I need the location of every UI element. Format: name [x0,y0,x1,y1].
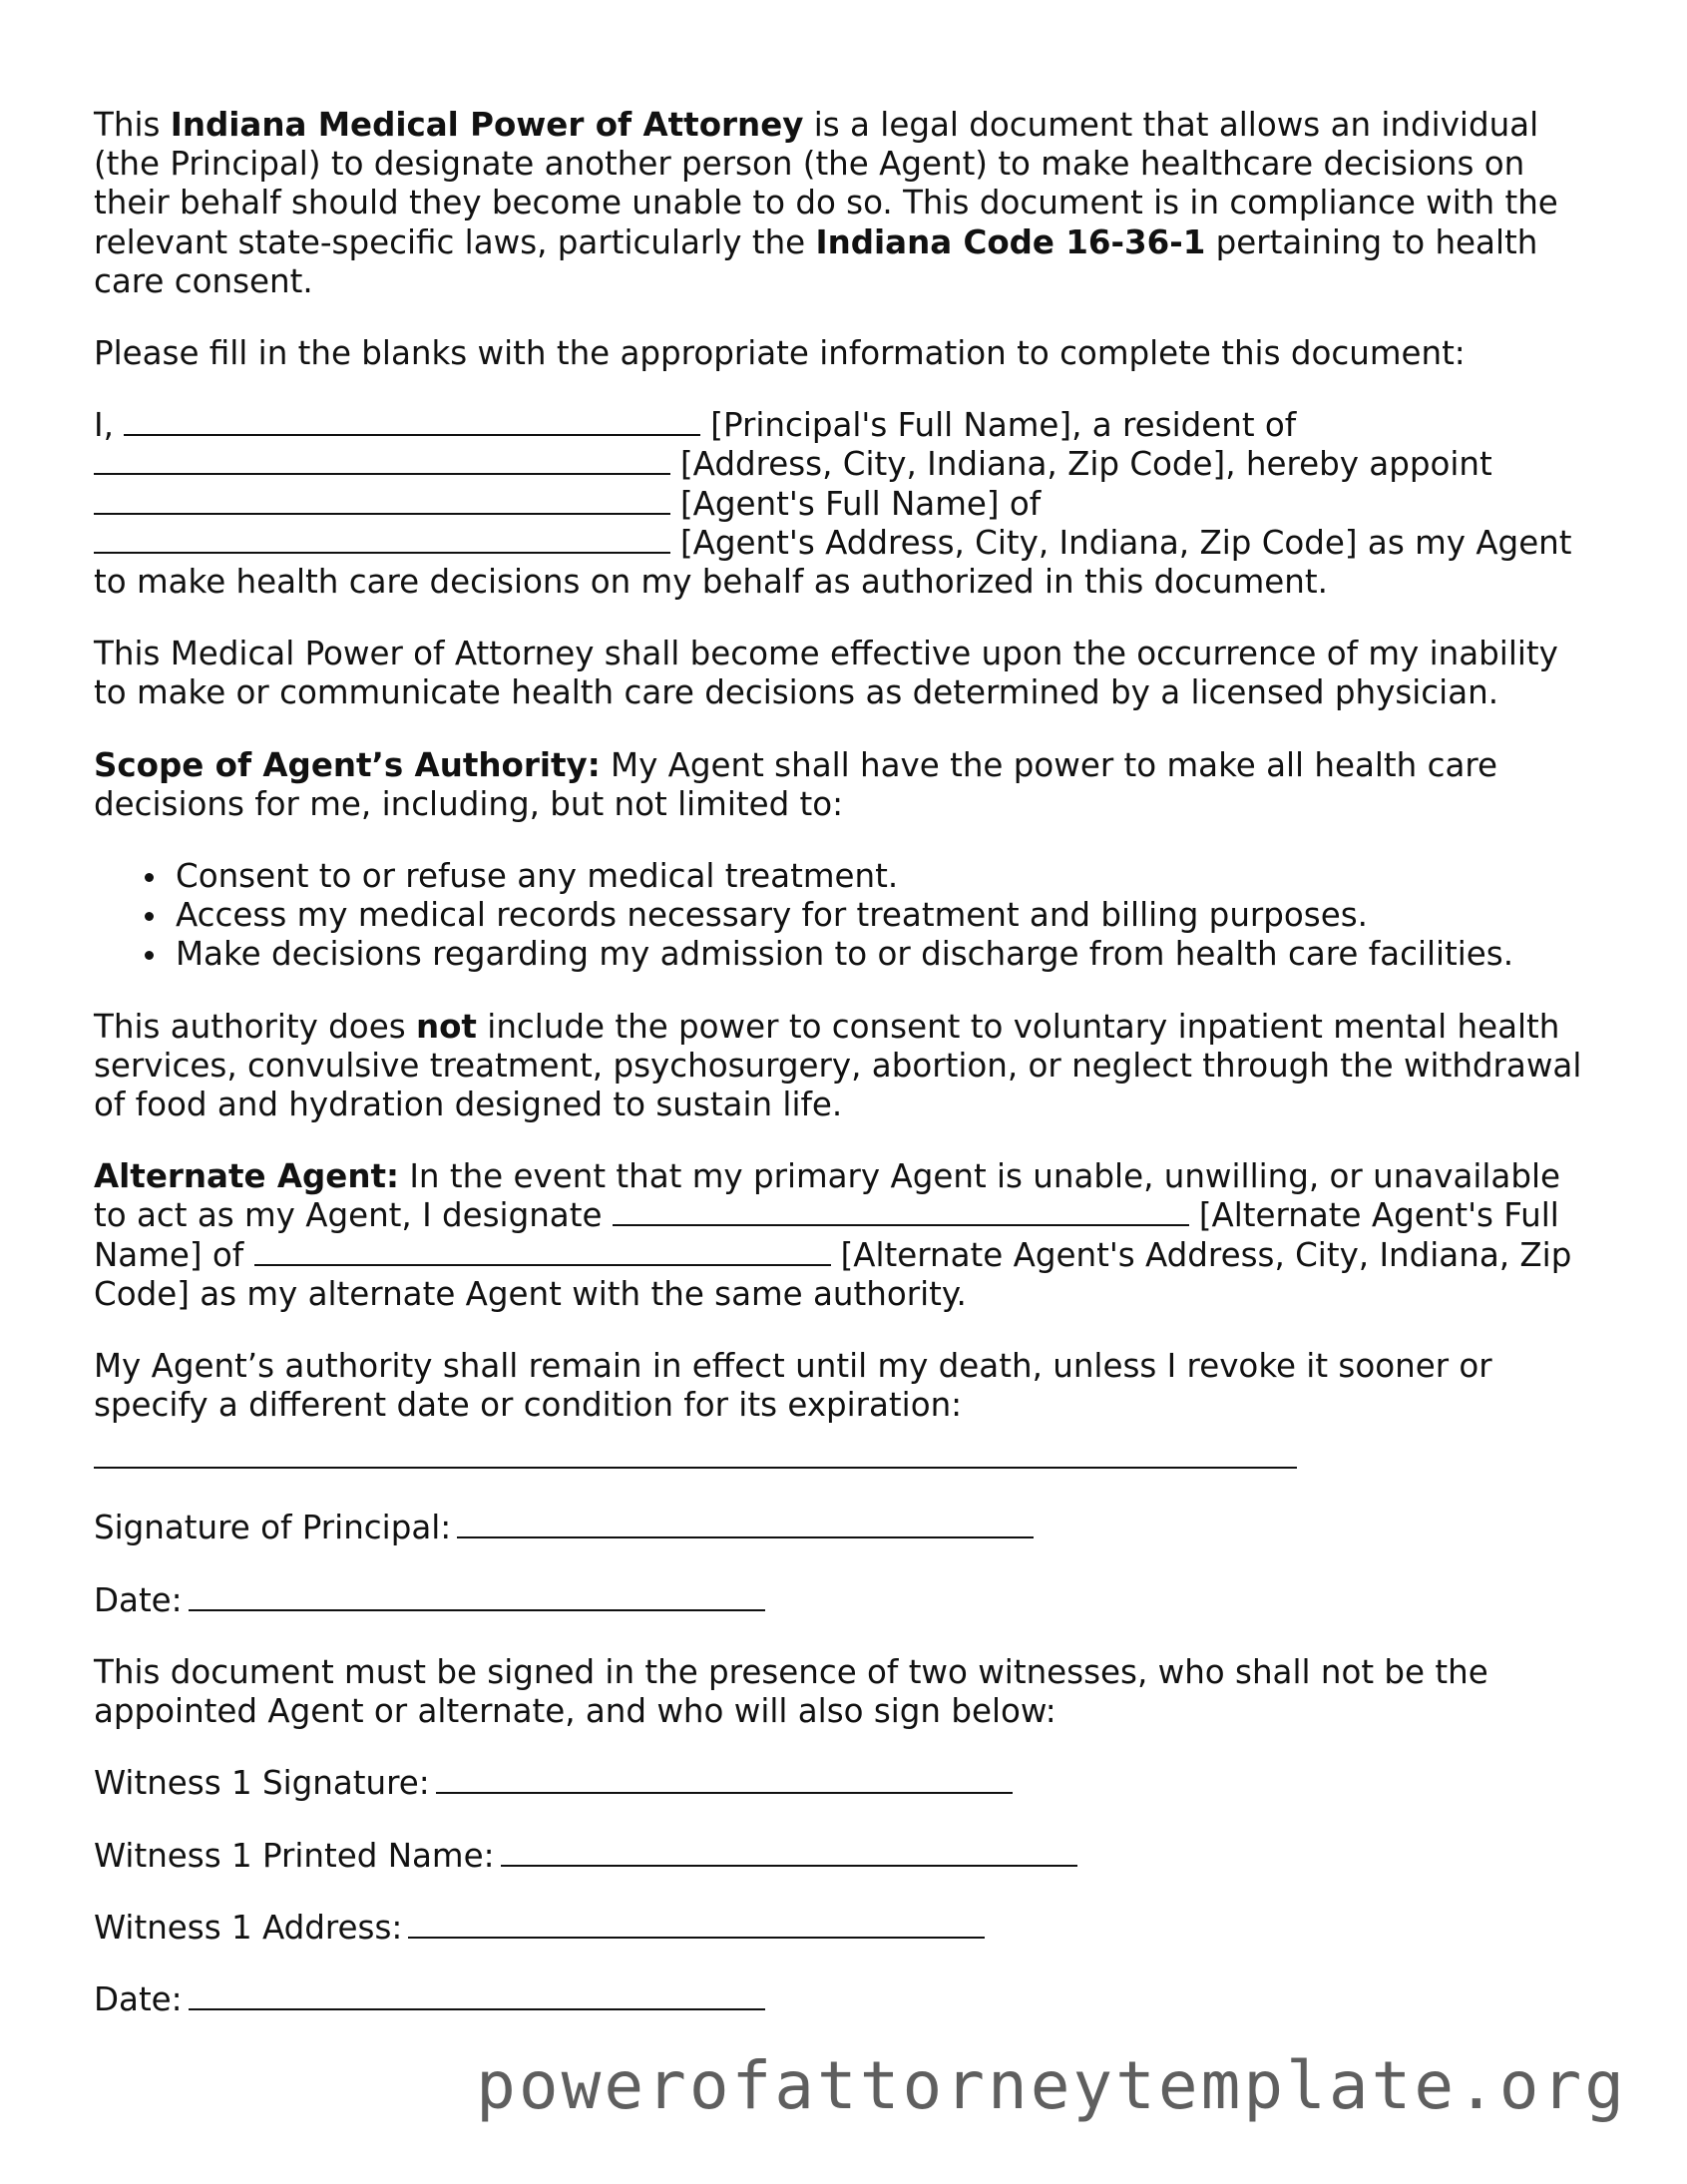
scope-text: My Agent shall have the power to make all health care decisions for me, including, but not limited to: [94,745,1498,823]
principal-signature-label: Signature of Principal: [94,1509,452,1547]
witness1-date-line [94,1980,1600,2019]
alternate-agent-address-blank[interactable] [254,1236,831,1266]
witness1-signature-blank[interactable] [436,1764,1013,1794]
expiration-condition-blank[interactable] [94,1431,1297,1469]
witness1-date-blank[interactable] [189,1980,765,2010]
intro-text-2: is a legal document that allows an individual (the Principal) to designate another person (the Agent) to make healthcare decisions on their behalf should they become unable to do so. This document is in compliance with the relevant state-specific laws, particularly the [94,106,1558,261]
principal-address-label: [Address, City, Indiana, Zip Code], hereby appoint [680,445,1492,484]
duration-paragraph: My Agent’s authority shall remain in effect until my death, unless I revoke it sooner or specify a different date or condition for its expiration: [94,1347,1492,1425]
witness1-name-blank[interactable] [501,1837,1077,1867]
principal-address-blank[interactable] [94,445,670,475]
document-title: Indiana Medical Power of Attorney [170,106,804,144]
agent-address-label: [Agent's Address, City, Indiana, Zip Code] as my Agent [680,523,1572,562]
appointment-end: to make health care decisions on my behalf as authorized in this document. [94,563,1328,602]
exclusion-not: not [415,1007,477,1046]
witness-notice: This document must be signed in the presence of two witnesses, who shall not be the appointed Agent or alternate, and who will also sign below: [94,1652,1488,1731]
effective-paragraph: This Medical Power of Attorney shall become effective upon the occurrence of my inability to make or communicate health care decisions as determined by a licensed physician. [94,635,1558,712]
alternate-agent-heading: Alternate Agent: [94,1157,399,1196]
appointment-paragraph [94,406,1600,602]
witness1-address-label: Witness 1 Address: [94,1908,403,1947]
list-item: Consent to or refuse any medical treatment. [176,857,1600,896]
witness1-name-label: Witness 1 Printed Name: [94,1836,495,1875]
intro-text-3: pertaining to health care consent. [94,222,1538,300]
witness1-signature-line [94,1764,1600,1803]
principal-name-label: [Principal's Full Name], a resident of [710,406,1297,445]
principal-date-label: Date: [94,1580,183,1619]
principal-name-blank[interactable] [124,406,700,436]
scope-paragraph [94,746,1600,824]
alternate-agent-paragraph [94,1157,1600,1314]
alternate-agent-name-blank[interactable] [613,1196,1189,1226]
alternate-text-2: [Alternate Agent's Full Name] of [94,1196,1559,1274]
principal-date-line [94,1581,1600,1620]
list-item: Access my medical records necessary for treatment and billing purposes. [176,896,1600,935]
instructions: Please fill in the blanks with the appropriate information to complete this document: [94,334,1466,373]
list-item: Make decisions regarding my admission to or discharge from health care facilities. [176,935,1600,974]
scope-heading: Scope of Agent’s Authority: [94,745,601,784]
alternate-text-3: [Alternate Agent's Address, City, Indiana, Zip Code] as my alternate Agent with the same authority. [94,1235,1572,1313]
witness1-address-line [94,1909,1600,1948]
witness1-signature-label: Witness 1 Signature: [94,1764,430,1803]
indiana-code-reference: Indiana Code 16-36-1 [815,222,1206,261]
appointment-start: I, [94,406,114,445]
alternate-text-1: In the event that my primary Agent is unable, unwilling, or unavailable to act as my Agent, I designate [94,1157,1560,1235]
witness1-date-label: Date: [94,1979,183,2018]
witness1-address-blank[interactable] [408,1909,985,1939]
witness1-name-line [94,1837,1600,1876]
exclusion-paragraph [94,1008,1600,1125]
principal-date-blank[interactable] [189,1581,765,1611]
exclusion-text-2: include the power to consent to voluntary inpatient mental health services, convulsive treatment, psychosurgery, abortion, or neglect through the withdrawal of food and hydration designed to sustain life. [94,1007,1582,1124]
authority-list [94,857,1600,975]
exclusion-text-1: This authority does [94,1007,416,1046]
principal-signature-blank[interactable] [457,1509,1034,1538]
principal-signature-line [94,1509,1600,1547]
agent-name-blank[interactable] [94,485,670,515]
intro-paragraph [94,106,1600,301]
intro-text-1: This [94,106,171,144]
agent-name-label: [Agent's Full Name] of [680,484,1042,523]
agent-address-blank[interactable] [94,524,670,554]
site-watermark: powerofattorneytemplate.org [476,2047,1627,2124]
document-body [94,106,1600,2052]
